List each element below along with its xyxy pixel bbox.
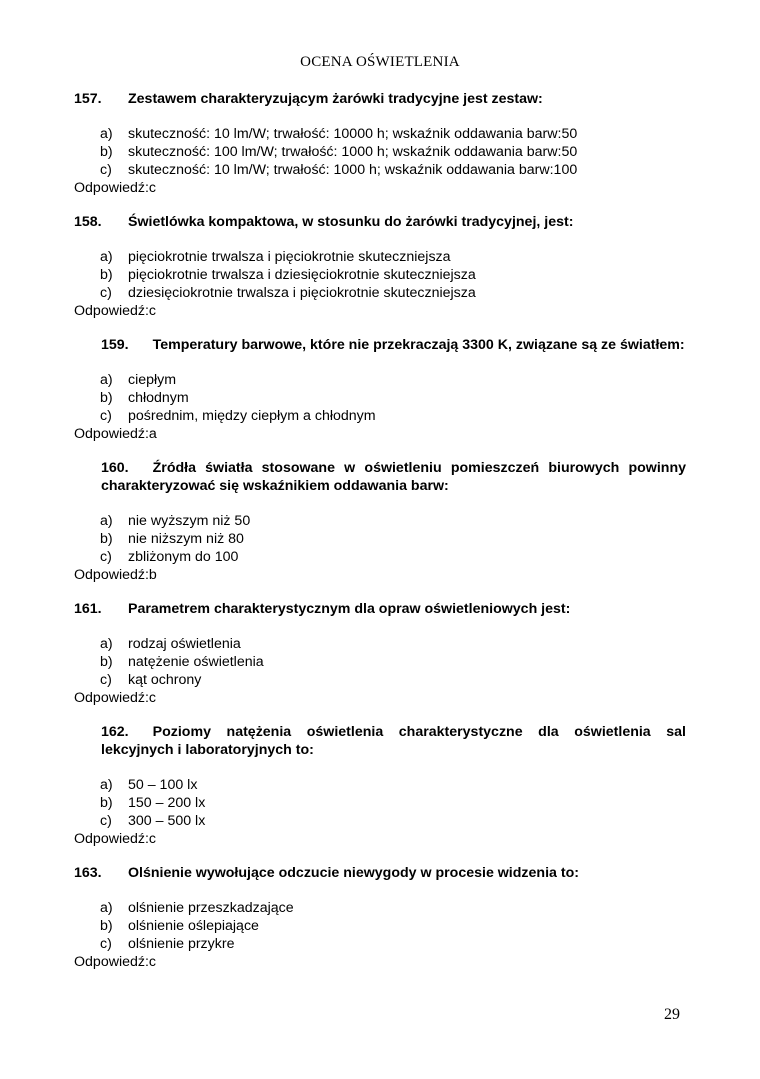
option-c bbox=[74, 407, 686, 425]
option-letter: a) bbox=[100, 126, 113, 142]
question-text: Poziomy natężenia oświetlenia charakterystyczne dla oświetlenia sal lekcyjnych i laboratoryjnych to: bbox=[101, 724, 686, 758]
question-number: 160. bbox=[101, 460, 129, 476]
option-letter: c) bbox=[100, 408, 112, 424]
options-list bbox=[74, 248, 686, 302]
options-list bbox=[74, 125, 686, 179]
question-list bbox=[74, 90, 686, 987]
option-text: pośrednim, między ciepłym a chłodnym bbox=[128, 408, 376, 424]
option-letter: c) bbox=[100, 813, 112, 829]
option-letter: c) bbox=[100, 162, 112, 178]
option-b bbox=[74, 143, 686, 161]
question-heading bbox=[74, 213, 686, 231]
options-list bbox=[74, 512, 686, 566]
option-b bbox=[74, 794, 686, 812]
question-161 bbox=[74, 600, 686, 707]
question-number: 158. bbox=[74, 214, 102, 230]
option-text: nie niższym niż 80 bbox=[128, 531, 244, 547]
option-b bbox=[74, 389, 686, 407]
option-text: olśnienie przykre bbox=[128, 936, 235, 952]
option-a bbox=[74, 776, 686, 794]
option-letter: a) bbox=[100, 900, 113, 916]
option-letter: b) bbox=[100, 918, 113, 934]
question-number: 163. bbox=[74, 865, 102, 881]
answer-line: Odpowiedź:c bbox=[74, 180, 157, 196]
option-b bbox=[74, 266, 686, 284]
question-heading bbox=[74, 90, 686, 108]
question-text: Świetlówka kompaktowa, w stosunku do żarówki tradycyjnej, jest: bbox=[128, 214, 574, 230]
page-number: 29 bbox=[664, 1006, 680, 1023]
question-text: Temperatury barwowe, które nie przekraczają 3300 K, związane są ze światłem: bbox=[152, 337, 685, 353]
option-letter: a) bbox=[100, 636, 113, 652]
question-heading bbox=[74, 336, 686, 354]
option-text: 150 – 200 lx bbox=[128, 795, 206, 811]
question-heading bbox=[74, 864, 686, 882]
option-b bbox=[74, 917, 686, 935]
option-a bbox=[74, 125, 686, 143]
option-letter: c) bbox=[100, 936, 112, 952]
option-text: olśnienie przeszkadzające bbox=[128, 900, 294, 916]
option-text: 300 – 500 lx bbox=[128, 813, 206, 829]
question-heading bbox=[74, 459, 686, 495]
answer-line: Odpowiedź:c bbox=[74, 303, 157, 319]
question-160 bbox=[74, 459, 686, 584]
option-c bbox=[74, 812, 686, 830]
option-letter: b) bbox=[100, 144, 113, 160]
option-text: pięciokrotnie trwalsza i pięciokrotnie skuteczniejsza bbox=[128, 249, 451, 265]
option-a bbox=[74, 371, 686, 389]
question-text: Zestawem charakteryzującym żarówki tradycyjne jest zestaw: bbox=[128, 91, 543, 107]
option-letter: a) bbox=[100, 777, 113, 793]
option-letter: c) bbox=[100, 672, 112, 688]
option-c bbox=[74, 284, 686, 302]
question-number: 157. bbox=[74, 91, 102, 107]
question-number: 162. bbox=[101, 724, 129, 740]
question-text: Olśnienie wywołujące odczucie niewygody w procesie widzenia to: bbox=[128, 865, 579, 881]
option-b bbox=[74, 530, 686, 548]
option-text: zbliżonym do 100 bbox=[128, 549, 239, 565]
option-text: 50 – 100 lx bbox=[128, 777, 198, 793]
answer-line: Odpowiedź:b bbox=[74, 567, 157, 583]
answer-line: Odpowiedź:c bbox=[74, 831, 157, 847]
question-157 bbox=[74, 90, 686, 197]
option-text: skuteczność: 100 lm/W; trwałość: 1000 h; wskaźnik oddawania barw:50 bbox=[128, 144, 578, 160]
options-list bbox=[74, 371, 686, 425]
option-a bbox=[74, 899, 686, 917]
option-letter: b) bbox=[100, 267, 113, 283]
option-letter: a) bbox=[100, 372, 113, 388]
options-list bbox=[74, 635, 686, 689]
option-text: olśnienie oślepiające bbox=[128, 918, 259, 934]
option-b bbox=[74, 653, 686, 671]
option-a bbox=[74, 248, 686, 266]
option-text: natężenie oświetlenia bbox=[128, 654, 264, 670]
option-letter: b) bbox=[100, 531, 113, 547]
answer-line: Odpowiedź:c bbox=[74, 690, 157, 706]
option-letter: c) bbox=[100, 285, 112, 301]
question-number: 161. bbox=[74, 601, 102, 617]
answer-line: Odpowiedź:c bbox=[74, 954, 157, 970]
question-heading bbox=[74, 600, 686, 618]
option-text: pięciokrotnie trwalsza i dziesięciokrotnie skuteczniejsza bbox=[128, 267, 476, 283]
option-text: rodzaj oświetlenia bbox=[128, 636, 241, 652]
question-text: Parametrem charakterystycznym dla opraw oświetleniowych jest: bbox=[128, 601, 571, 617]
question-heading bbox=[74, 723, 686, 759]
option-c bbox=[74, 548, 686, 566]
option-letter: c) bbox=[100, 549, 112, 565]
option-letter: b) bbox=[100, 795, 113, 811]
question-number: 159. bbox=[101, 337, 129, 353]
options-list bbox=[74, 899, 686, 953]
option-letter: a) bbox=[100, 249, 113, 265]
option-letter: b) bbox=[100, 654, 113, 670]
option-a bbox=[74, 635, 686, 653]
option-text: chłodnym bbox=[128, 390, 189, 406]
option-a bbox=[74, 512, 686, 530]
option-text: kąt ochrony bbox=[128, 672, 202, 688]
question-162 bbox=[74, 723, 686, 848]
question-159 bbox=[74, 336, 686, 443]
option-text: nie wyższym niż 50 bbox=[128, 513, 251, 529]
answer-line: Odpowiedź:a bbox=[74, 426, 157, 442]
page-title: OCENA OŚWIETLENIA bbox=[300, 54, 460, 70]
question-158 bbox=[74, 213, 686, 320]
option-text: dziesięciokrotnie trwalsza i pięciokrotnie skuteczniejsza bbox=[128, 285, 476, 301]
option-c bbox=[74, 161, 686, 179]
question-text: Źródła światła stosowane w oświetleniu pomieszczeń biurowych powinny charakteryzować się wskaźnikiem oddawania barw: bbox=[101, 460, 686, 494]
question-163 bbox=[74, 864, 686, 971]
option-text: ciepłym bbox=[128, 372, 177, 388]
options-list bbox=[74, 776, 686, 830]
option-letter: b) bbox=[100, 390, 113, 406]
option-text: skuteczność: 10 lm/W; trwałość: 10000 h; wskaźnik oddawania barw:50 bbox=[128, 126, 578, 142]
option-letter: a) bbox=[100, 513, 113, 529]
option-text: skuteczność: 10 lm/W; trwałość: 1000 h; wskaźnik oddawania barw:100 bbox=[128, 162, 578, 178]
option-c bbox=[74, 935, 686, 953]
option-c bbox=[74, 671, 686, 689]
